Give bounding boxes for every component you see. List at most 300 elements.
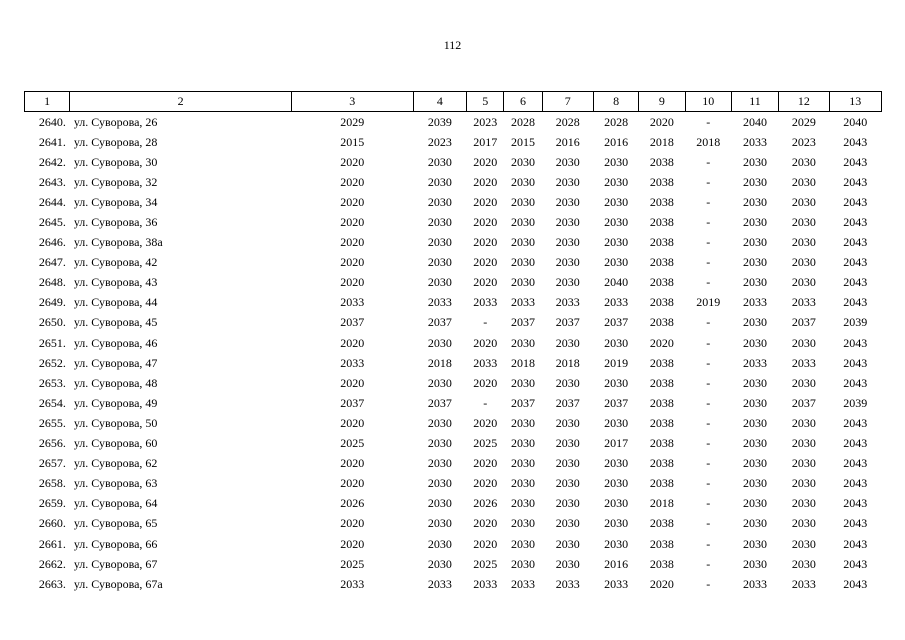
year-cell: 2030 [604,255,629,270]
row-number-cell: 2650. [38,315,66,330]
year-cell: 2020 [340,516,365,531]
column-header: 3 [291,92,413,112]
year-cell: - [706,516,711,531]
year-cell: 2018 [510,355,535,370]
year-cell: 2037 [510,315,535,330]
year-cell: 2030 [555,335,580,350]
year-cell: 2030 [427,556,452,571]
table-row [25,313,882,333]
year-cell: 2030 [604,536,629,551]
year-cell: 2030 [427,436,452,451]
year-cell: 2018 [427,355,452,370]
year-cell: 2030 [510,335,535,350]
year-cell: 2030 [791,496,816,511]
year-cell: 2030 [555,456,580,471]
year-cell: 2038 [649,194,674,209]
year-cell: 2016 [604,134,629,149]
year-cell: 2020 [340,174,365,189]
year-cell: - [706,476,711,491]
year-cell: - [483,315,488,330]
year-cell: 2020 [340,476,365,491]
row-number-cell: 2654. [38,395,66,410]
year-cell: 2033 [604,295,629,310]
year-cell: 2029 [340,114,365,129]
year-cell: 2038 [649,436,674,451]
year-cell: 2030 [604,516,629,531]
address-cell: ул. Суворова, 36 [73,215,158,230]
year-cell: 2030 [743,315,768,330]
address-cell: ул. Суворова, 38а [73,235,163,250]
year-cell: 2030 [604,235,629,250]
year-cell: 2030 [743,516,768,531]
year-cell: 2033 [473,295,498,310]
year-cell: 2030 [604,496,629,511]
row-number-cell: 2642. [38,154,66,169]
year-cell: 2030 [510,436,535,451]
year-cell: 2030 [743,395,768,410]
year-cell: 2043 [843,255,868,270]
year-cell: 2033 [604,576,629,591]
year-cell: 2043 [843,436,868,451]
year-cell: 2020 [473,476,498,491]
year-cell: 2020 [473,255,498,270]
table-row [25,454,882,474]
year-cell: 2030 [510,496,535,511]
year-cell: 2033 [743,576,768,591]
year-cell: 2030 [555,174,580,189]
address-cell: ул. Суворова, 32 [73,174,158,189]
year-cell: 2037 [555,315,580,330]
year-cell: 2020 [340,235,365,250]
year-cell: 2020 [473,375,498,390]
row-number-cell: 2645. [38,215,66,230]
row-number-cell: 2648. [38,275,66,290]
year-cell: 2028 [555,114,580,129]
year-cell: 2018 [649,134,674,149]
year-cell: 2030 [604,154,629,169]
year-cell: 2038 [649,154,674,169]
year-cell: 2037 [340,315,365,330]
year-cell: 2030 [791,194,816,209]
year-cell: 2030 [510,194,535,209]
table-row [25,172,882,192]
row-number-cell: 2656. [38,436,66,451]
year-cell: 2030 [743,215,768,230]
year-cell: 2030 [555,154,580,169]
row-number-cell: 2641. [38,134,66,149]
year-cell: 2033 [791,576,816,591]
year-cell: 2040 [843,114,868,129]
year-cell: 2020 [340,194,365,209]
year-cell: 2037 [791,395,816,410]
year-cell: 2020 [340,154,365,169]
address-cell: ул. Суворова, 34 [73,194,158,209]
year-cell: 2020 [340,456,365,471]
row-number-cell: 2663. [38,576,66,591]
year-cell: 2030 [743,335,768,350]
row-number-cell: 2662. [38,556,66,571]
year-cell: 2030 [427,235,452,250]
year-cell: - [706,154,711,169]
row-number-cell: 2658. [38,476,66,491]
year-cell: 2030 [791,516,816,531]
row-number-cell: 2655. [38,415,66,430]
address-cell: ул. Суворова, 62 [73,456,158,471]
address-cell: ул. Суворова, 49 [73,395,158,410]
year-cell: - [706,275,711,290]
year-cell: 2030 [427,516,452,531]
table-row [25,494,882,514]
year-cell: 2030 [555,275,580,290]
year-cell: 2033 [791,355,816,370]
year-cell: 2030 [604,456,629,471]
column-header: 7 [542,92,593,112]
year-cell: 2030 [427,456,452,471]
year-cell: 2038 [649,395,674,410]
address-cell: ул. Суворова, 63 [73,476,158,491]
column-header: 5 [467,92,504,112]
year-cell: 2030 [791,375,816,390]
year-cell: 2037 [604,395,629,410]
year-cell: - [706,456,711,471]
year-cell: 2030 [604,174,629,189]
year-cell: 2020 [649,576,674,591]
year-cell: 2030 [510,215,535,230]
address-cell: ул. Суворова, 42 [73,255,158,270]
year-cell: 2043 [843,415,868,430]
year-cell: 2038 [649,476,674,491]
year-cell: 2043 [843,154,868,169]
year-cell: 2016 [604,556,629,571]
year-cell: 2018 [649,496,674,511]
year-cell: 2030 [555,194,580,209]
year-cell: - [706,335,711,350]
year-cell: 2033 [743,134,768,149]
address-cell: ул. Суворова, 48 [73,375,158,390]
year-cell: 2030 [555,415,580,430]
year-cell: 2026 [473,496,498,511]
year-cell: 2030 [427,415,452,430]
year-cell: 2030 [743,556,768,571]
year-cell: 2030 [743,476,768,491]
year-cell: 2023 [791,134,816,149]
year-cell: 2030 [604,415,629,430]
year-cell: - [706,215,711,230]
row-number-cell: 2649. [38,295,66,310]
year-cell: 2020 [340,415,365,430]
address-cell: ул. Суворова, 65 [73,516,158,531]
year-cell: 2030 [510,536,535,551]
year-cell: 2030 [791,154,816,169]
year-cell: 2030 [555,476,580,491]
year-cell: 2040 [604,275,629,290]
data-table [24,91,882,594]
year-cell: - [483,395,488,410]
year-cell: 2038 [649,275,674,290]
table-row [25,434,882,454]
year-cell: - [706,395,711,410]
year-cell: 2038 [649,355,674,370]
year-cell: 2039 [843,315,868,330]
year-cell: 2043 [843,215,868,230]
address-cell: ул. Суворова, 45 [73,315,158,330]
year-cell: 2030 [743,536,768,551]
year-cell: 2030 [743,496,768,511]
year-cell: 2030 [791,556,816,571]
table-row [25,353,882,373]
year-cell: 2020 [473,174,498,189]
year-cell: 2015 [340,134,365,149]
year-cell: 2030 [604,476,629,491]
year-cell: 2033 [427,295,452,310]
year-cell: 2030 [743,456,768,471]
year-cell: 2030 [743,154,768,169]
year-cell: 2038 [649,315,674,330]
year-cell: 2030 [427,154,452,169]
year-cell: 2020 [473,335,498,350]
year-cell: 2020 [649,335,674,350]
year-cell: 2025 [473,436,498,451]
table-row [25,132,882,152]
year-cell: 2030 [427,194,452,209]
year-cell: 2020 [473,154,498,169]
year-cell: - [706,194,711,209]
address-cell: ул. Суворова, 66 [73,536,158,551]
year-cell: 2038 [649,516,674,531]
year-cell: 2043 [843,335,868,350]
column-header: 6 [504,92,542,112]
year-cell: 2030 [604,215,629,230]
year-cell: 2025 [340,556,365,571]
year-cell: 2030 [427,174,452,189]
year-cell: 2030 [427,476,452,491]
year-cell: 2043 [843,375,868,390]
year-cell: 2038 [649,235,674,250]
year-cell: 2030 [743,436,768,451]
table-row [25,152,882,172]
year-cell: 2020 [340,536,365,551]
year-cell: 2030 [510,456,535,471]
row-number-cell: 2644. [38,194,66,209]
row-number-cell: 2647. [38,255,66,270]
table-row [25,474,882,494]
year-cell: 2025 [340,436,365,451]
year-cell: 2038 [649,415,674,430]
year-cell: - [706,496,711,511]
year-cell: 2030 [743,275,768,290]
column-header: 11 [731,92,778,112]
year-cell: 2038 [649,295,674,310]
year-cell: 2019 [696,295,721,310]
year-cell: 2043 [843,456,868,471]
year-cell: 2020 [340,335,365,350]
year-cell: 2030 [510,476,535,491]
column-header: 2 [70,92,292,112]
address-cell: ул. Суворова, 28 [73,134,158,149]
address-cell: ул. Суворова, 67а [73,576,163,591]
year-cell: 2030 [555,255,580,270]
address-cell: ул. Суворова, 44 [73,295,158,310]
year-cell: 2033 [555,576,580,591]
year-cell: 2033 [555,295,580,310]
row-number-cell: 2652. [38,355,66,370]
row-number-cell: 2646. [38,235,66,250]
year-cell: 2030 [510,154,535,169]
year-cell: 2020 [473,415,498,430]
year-cell: 2038 [649,456,674,471]
year-cell: 2040 [743,114,768,129]
year-cell: - [706,536,711,551]
year-cell: 2030 [555,536,580,551]
year-cell: 2030 [510,174,535,189]
address-cell: ул. Суворова, 60 [73,436,158,451]
year-cell: 2037 [555,395,580,410]
year-cell: 2030 [427,275,452,290]
year-cell: 2030 [510,275,535,290]
year-cell: 2043 [843,174,868,189]
year-cell: 2020 [473,456,498,471]
address-cell: ул. Суворова, 26 [73,114,158,129]
column-header: 9 [639,92,685,112]
year-cell: 2039 [843,395,868,410]
year-cell: 2037 [604,315,629,330]
year-cell: 2038 [649,556,674,571]
year-cell: 2029 [791,114,816,129]
year-cell: 2020 [340,255,365,270]
column-header: 4 [413,92,466,112]
year-cell: 2043 [843,355,868,370]
year-cell: 2017 [473,134,498,149]
year-cell: 2037 [791,315,816,330]
row-number-cell: 2657. [38,456,66,471]
year-cell: 2043 [843,295,868,310]
year-cell: 2020 [340,375,365,390]
year-cell: 2015 [510,134,535,149]
year-cell: 2038 [649,255,674,270]
year-cell: 2033 [340,295,365,310]
address-cell: ул. Суворова, 30 [73,154,158,169]
year-cell: 2043 [843,556,868,571]
column-header: 1 [25,92,70,112]
year-cell: 2033 [791,295,816,310]
year-cell: 2030 [510,415,535,430]
year-cell: 2030 [427,536,452,551]
table-row [25,112,882,133]
year-cell: - [706,355,711,370]
year-cell: 2030 [427,215,452,230]
header-row [25,92,882,112]
year-cell: 2020 [473,194,498,209]
address-cell: ул. Суворова, 67 [73,556,158,571]
year-cell: 2038 [649,215,674,230]
year-cell: 2030 [510,516,535,531]
year-cell: 2026 [340,496,365,511]
year-cell: 2037 [427,395,452,410]
year-cell: 2020 [473,275,498,290]
row-number-cell: 2661. [38,536,66,551]
year-cell: - [706,235,711,250]
year-cell: 2033 [340,355,365,370]
year-cell: 2033 [510,576,535,591]
year-cell: 2030 [427,375,452,390]
year-cell: 2030 [510,556,535,571]
table-row [25,413,882,433]
year-cell: 2043 [843,576,868,591]
page-number: 112 [443,38,462,52]
year-cell: 2043 [843,476,868,491]
year-cell: 2033 [340,576,365,591]
column-header: 10 [685,92,731,112]
year-cell: 2043 [843,275,868,290]
year-cell: 2025 [473,556,498,571]
table-body [25,112,882,595]
year-cell: 2030 [555,556,580,571]
year-cell: 2033 [473,576,498,591]
year-cell: 2030 [791,255,816,270]
year-cell: 2017 [604,436,629,451]
year-cell: 2020 [473,215,498,230]
year-cell: 2028 [510,114,535,129]
table-row [25,233,882,253]
year-cell: 2030 [791,456,816,471]
year-cell: 2023 [473,114,498,129]
address-cell: ул. Суворова, 50 [73,415,158,430]
year-cell: 2030 [427,255,452,270]
year-cell: 2019 [604,355,629,370]
table-row [25,212,882,232]
year-cell: 2020 [340,215,365,230]
year-cell: - [706,436,711,451]
year-cell: 2030 [743,235,768,250]
year-cell: 2043 [843,496,868,511]
year-cell: 2037 [510,395,535,410]
year-cell: 2030 [743,415,768,430]
address-cell: ул. Суворова, 64 [73,496,158,511]
year-cell: 2043 [843,134,868,149]
year-cell: 2030 [555,436,580,451]
year-cell: 2020 [473,536,498,551]
year-cell: 2030 [604,375,629,390]
year-cell: 2043 [843,194,868,209]
table-row [25,373,882,393]
year-cell: 2030 [555,516,580,531]
row-number-cell: 2640. [38,114,66,129]
year-cell: 2030 [555,215,580,230]
year-cell: 2033 [743,295,768,310]
year-cell: 2038 [649,174,674,189]
year-cell: - [706,114,711,129]
year-cell: 2030 [791,275,816,290]
year-cell: 2043 [843,516,868,531]
year-cell: 2030 [555,375,580,390]
column-header: 12 [779,92,829,112]
year-cell: 2030 [791,436,816,451]
year-cell: - [706,255,711,270]
year-cell: 2016 [555,134,580,149]
year-cell: 2030 [743,255,768,270]
column-header: 13 [829,92,881,112]
address-cell: ул. Суворова, 46 [73,335,158,350]
year-cell: 2043 [843,536,868,551]
year-cell: - [706,375,711,390]
year-cell: 2038 [649,375,674,390]
year-cell: 2033 [743,355,768,370]
year-cell: 2030 [743,375,768,390]
year-cell: 2033 [427,576,452,591]
row-number-cell: 2659. [38,496,66,511]
row-number-cell: 2643. [38,174,66,189]
table-row [25,574,882,594]
